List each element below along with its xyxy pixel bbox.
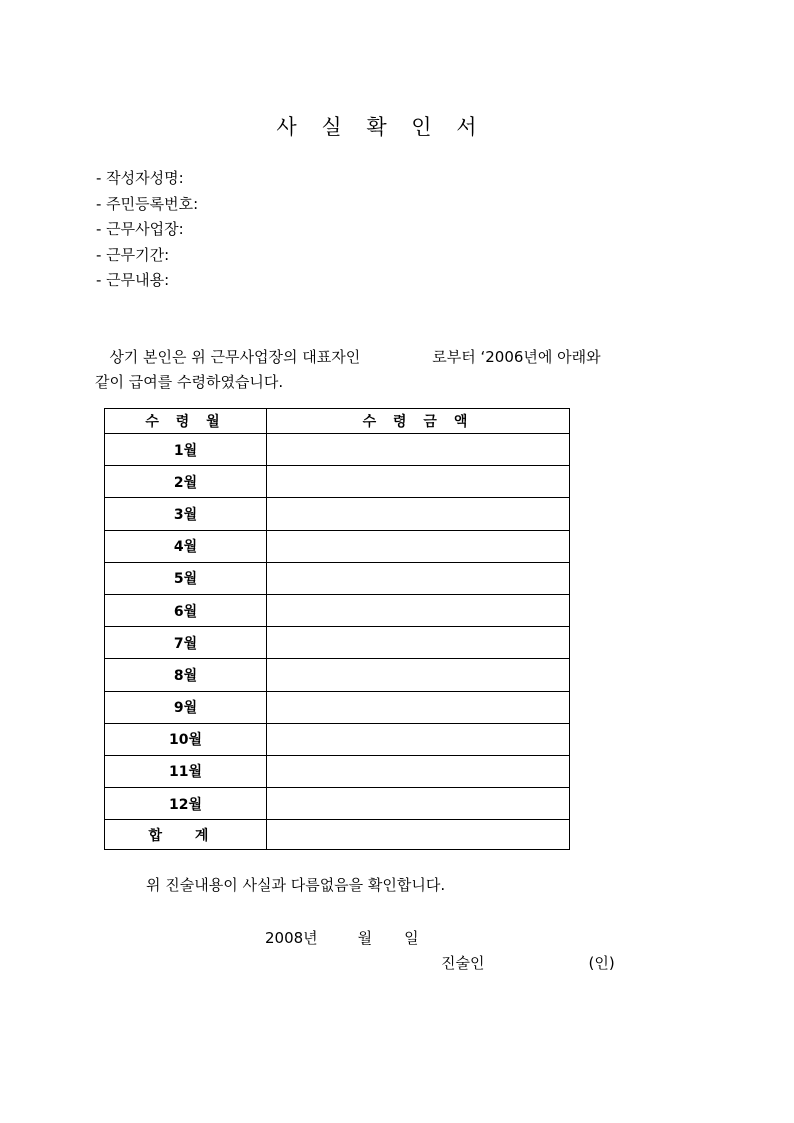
field-author-name: - 작성자성명: [96,169,184,187]
amount-cell [267,691,570,723]
signature-line [441,952,615,974]
total-row [105,820,570,850]
month-cell: 8월 [105,659,267,691]
amount-cell [267,594,570,626]
amount-cell [267,434,570,466]
table-row [105,434,570,466]
month-cell: 6월 [105,594,267,626]
amount-cell [267,562,570,594]
table-header-row [105,409,570,434]
table-row [105,691,570,723]
payment-table [104,408,570,850]
month-cell: 11월 [105,755,267,787]
amount-cell [267,788,570,820]
header-amount: 수 령 금 액 [267,409,570,434]
field-resident-number: - 주민등록번호: [96,194,199,213]
document-title: 사 실 확 인 서 [276,115,486,139]
month-cell: 12월 [105,788,267,820]
table-row [105,788,570,820]
table-row [105,755,570,787]
total-label: 합 계 [105,820,267,850]
field-workplace: - 근무사업장: [96,220,184,238]
field-work-content: - 근무내용: [96,271,170,289]
month-cell: 10월 [105,723,267,755]
month-cell: 7월 [105,627,267,659]
month-cell: 5월 [105,562,267,594]
total-amount-cell [267,820,570,850]
table-row [105,659,570,691]
header-month: 수 령 월 [105,409,267,434]
table-row [105,627,570,659]
statement-line-1-start: 상기 본인은 위 근무사업장의 대표자인 [109,348,361,366]
month-cell: 4월 [105,530,267,562]
statement-line-2: 같이 급여를 수령하였습니다. [95,373,284,391]
date-day: 일 [404,929,419,947]
amount-cell [267,755,570,787]
date-year: 2008년 [265,929,318,947]
amount-cell [267,627,570,659]
date-month: 월 [357,929,373,947]
amount-cell [267,659,570,691]
seal-mark: (인) [588,954,615,972]
statement-paragraph [95,345,695,395]
amount-cell [267,498,570,530]
table-row [105,530,570,562]
table-row [105,466,570,498]
table-row [105,723,570,755]
month-cell: 3월 [105,498,267,530]
table-row [105,594,570,626]
confirmation-text: 위 진술내용이 사실과 다름없음을 확인합니다. [146,876,446,894]
table-row [105,562,570,594]
month-cell: 9월 [105,691,267,723]
amount-cell [267,723,570,755]
amount-cell [267,530,570,562]
date-line [265,927,419,949]
statement-line-1-end: 로부터 ‘2006년에 아래와 [432,348,601,366]
info-fields [96,166,198,294]
statement-line-1 [95,345,695,370]
amount-cell [267,466,570,498]
table-row [105,498,570,530]
month-cell: 1월 [105,434,267,466]
field-work-period: - 근무기간: [96,245,170,264]
signer-label: 진술인 [441,954,485,972]
month-cell: 2월 [105,466,267,498]
